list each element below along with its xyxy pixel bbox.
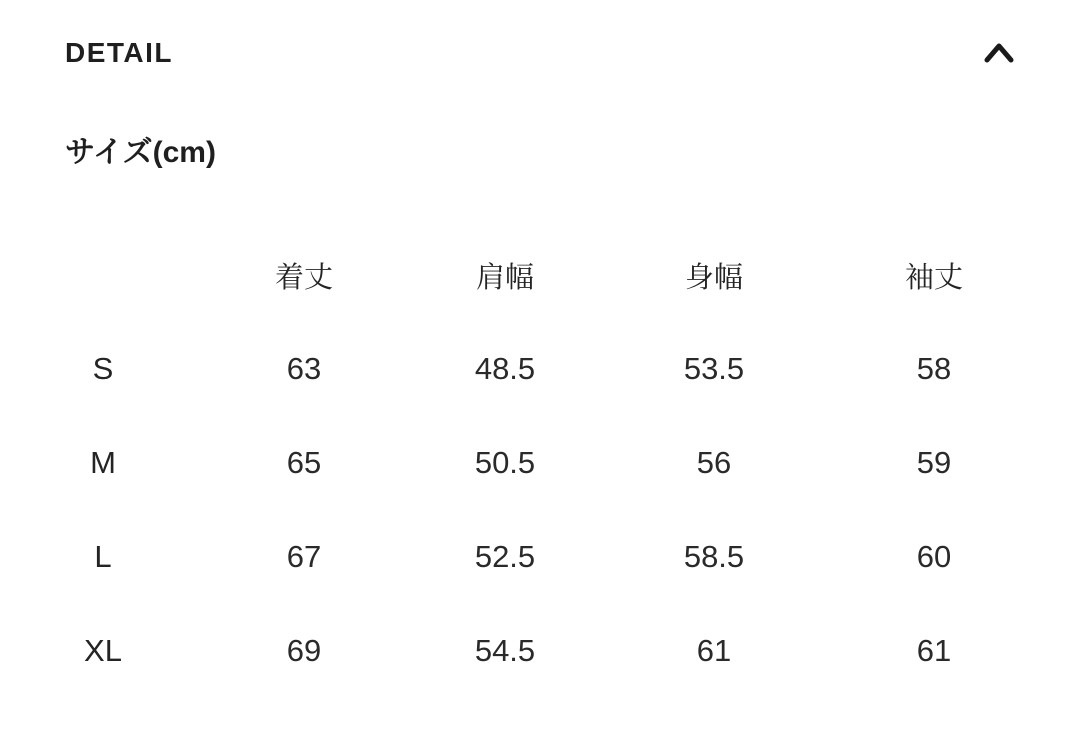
- value-cell: 54.5: [474, 633, 536, 668]
- detail-section-title: DETAIL: [65, 37, 174, 68]
- table-header-cell-sleeve-length: 袖丈: [904, 261, 963, 294]
- value-cell: 50.5: [474, 445, 536, 480]
- size-chart-table: [0, 228, 1048, 698]
- value-cell: 61: [696, 633, 732, 668]
- table-header-cell-body-length: 着丈: [274, 261, 333, 294]
- table-header-cell-body-width: 身幅: [684, 261, 743, 294]
- value-cell: 48.5: [474, 351, 536, 386]
- value-cell: 53.5: [683, 351, 745, 386]
- value-cell: 56: [696, 445, 732, 480]
- value-cell: 58.5: [683, 539, 745, 574]
- detail-section-header[interactable]: [0, 33, 1080, 73]
- value-cell: 69: [286, 633, 322, 668]
- value-cell: 65: [286, 445, 322, 480]
- value-cell: 67: [286, 539, 322, 574]
- size-section-label: サイズ(cm): [65, 136, 216, 169]
- size-cell-l: L: [94, 539, 112, 574]
- chevron-up-icon[interactable]: [982, 40, 1016, 66]
- size-cell-xl: XL: [84, 633, 122, 668]
- value-cell: 61: [916, 633, 952, 668]
- value-cell: 52.5: [474, 539, 536, 574]
- value-cell: 63: [286, 351, 322, 386]
- value-cell: 59: [916, 445, 952, 480]
- value-cell: 58: [916, 351, 952, 386]
- size-cell-m: M: [90, 445, 116, 480]
- table-header-cell-empty: [0, 228, 206, 322]
- table-header-cell-shoulder-width: 肩幅: [475, 261, 534, 294]
- value-cell: 60: [916, 539, 952, 574]
- size-cell-s: S: [92, 351, 114, 386]
